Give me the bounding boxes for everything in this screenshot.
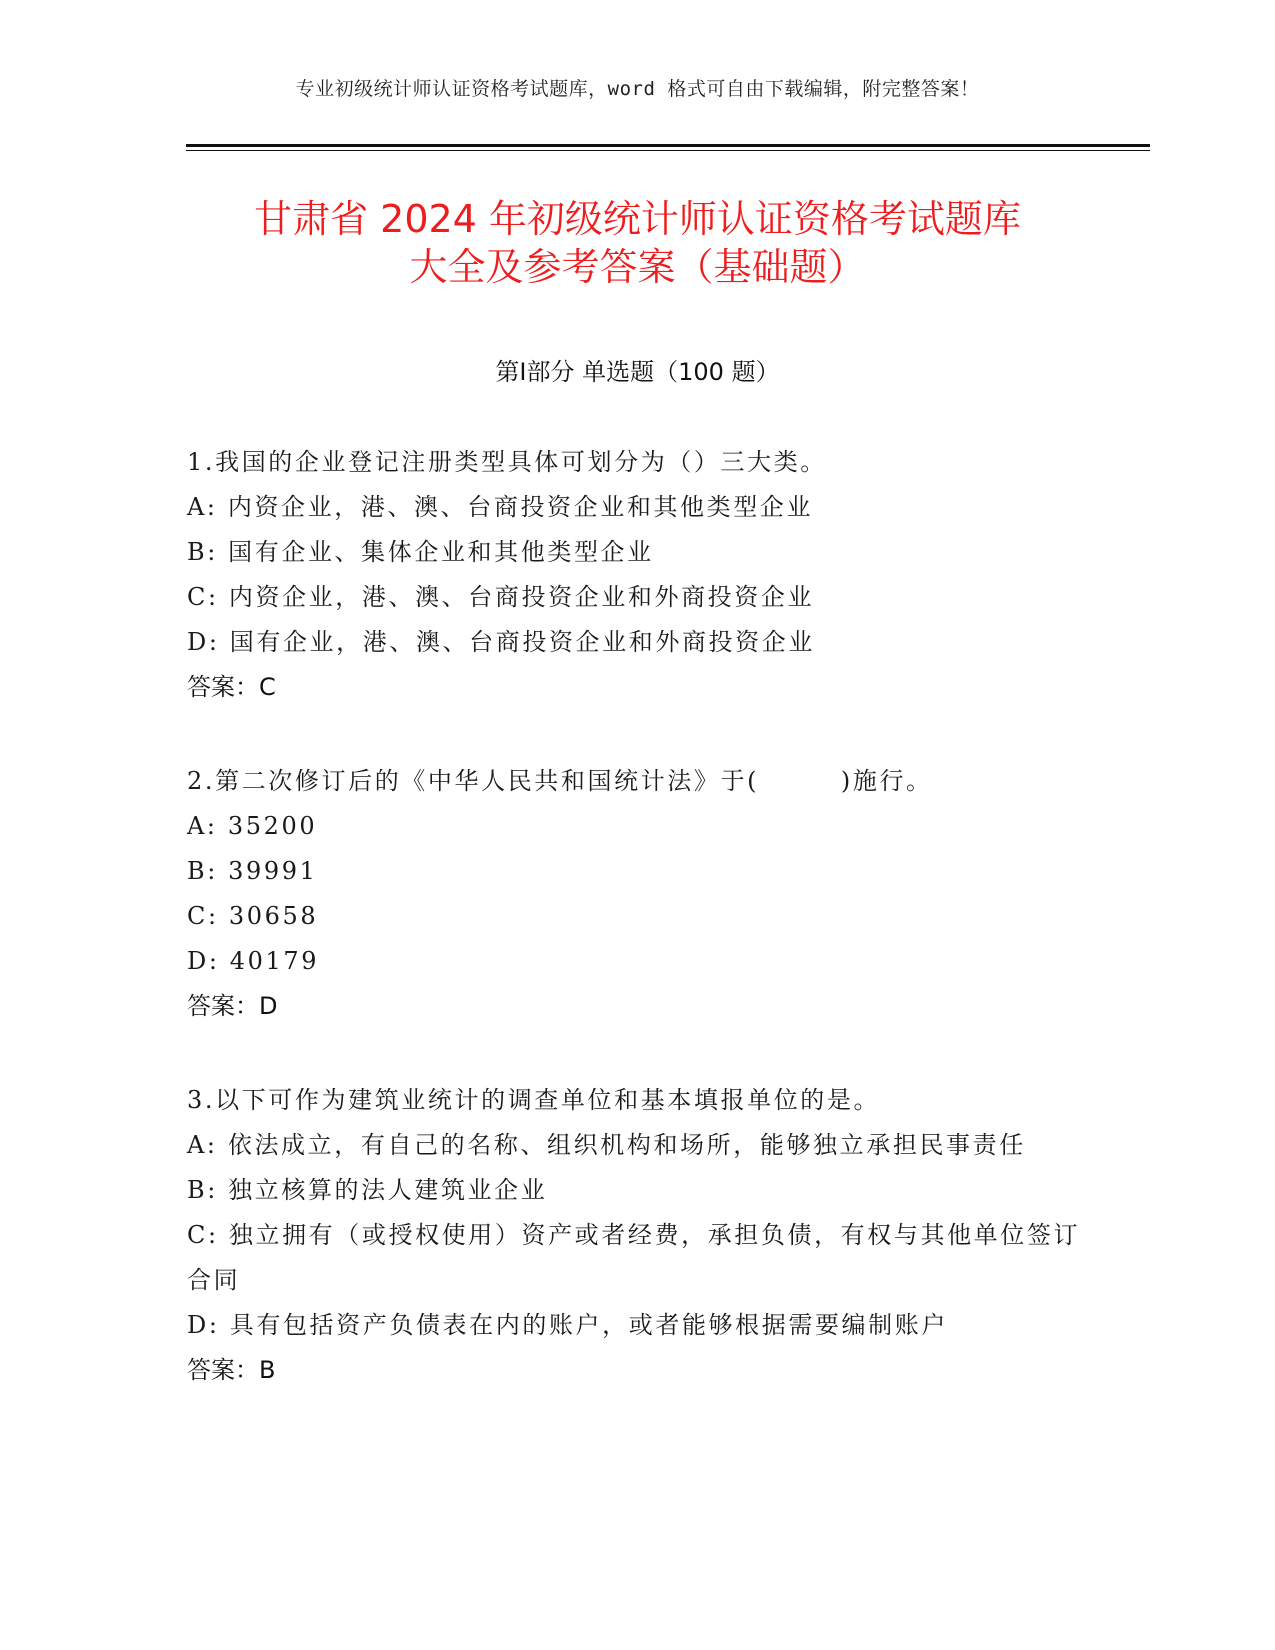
option-c: C: 30658 [187,902,319,930]
option-a: A: 内资企业，港、澳、台商投资企业和其他类型企业 [187,493,814,521]
answer-key: 答案：D [187,992,278,1020]
question-stem: 1.我国的企业登记注册类型具体可划分为（）三大类。 [187,448,827,476]
answer-key: 答案：C [187,673,276,701]
option-a: A: 35200 [187,812,318,840]
option-a: A: 依法成立，有自己的名称、组织机构和场所，能够独立承担民事责任 [187,1131,1026,1159]
option-b: B: 国有企业、集体企业和其他类型企业 [187,538,654,566]
question-stem: 3.以下可作为建筑业统计的调查单位和基本填报单位的是。 [187,1086,881,1114]
option-b: B: 39991 [187,857,318,885]
question-2 [187,759,1087,1029]
page-header-note: 专业初级统计师认证资格考试题库，word 格式可自由下载编辑，附完整答案！ [295,78,980,100]
question-1 [187,440,1087,710]
question-stem: 2.第二次修订后的《中华人民共和国统计法》于( )施行。 [187,767,933,795]
document-title [150,195,1125,291]
header-rule-thick [186,144,1150,147]
option-c: C: 独立拥有（或授权使用）资产或者经费，承担负债，有权与其他单位签订合同 [187,1221,1081,1294]
option-d: D: 国有企业，港、澳、台商投资企业和外商投资企业 [187,628,815,656]
option-b: B: 独立核算的法人建筑业企业 [187,1176,548,1204]
option-c: C: 内资企业，港、澳、台商投资企业和外商投资企业 [187,583,815,611]
option-d: D: 40179 [187,947,320,975]
question-list [187,440,1087,1442]
title-line-2: 大全及参考答案（基础题） [409,245,866,289]
option-d: D: 具有包括资产负债表在内的账户，或者能够根据需要编制账户 [187,1311,948,1339]
title-line-1: 甘肃省 2024 年初级统计师认证资格考试题库 [254,197,1021,241]
header-rule-thin [186,150,1150,151]
section-heading: 第Ⅰ部分 单选题（100 题） [495,358,780,386]
answer-key: 答案：B [187,1356,276,1384]
question-3 [187,1078,1087,1393]
